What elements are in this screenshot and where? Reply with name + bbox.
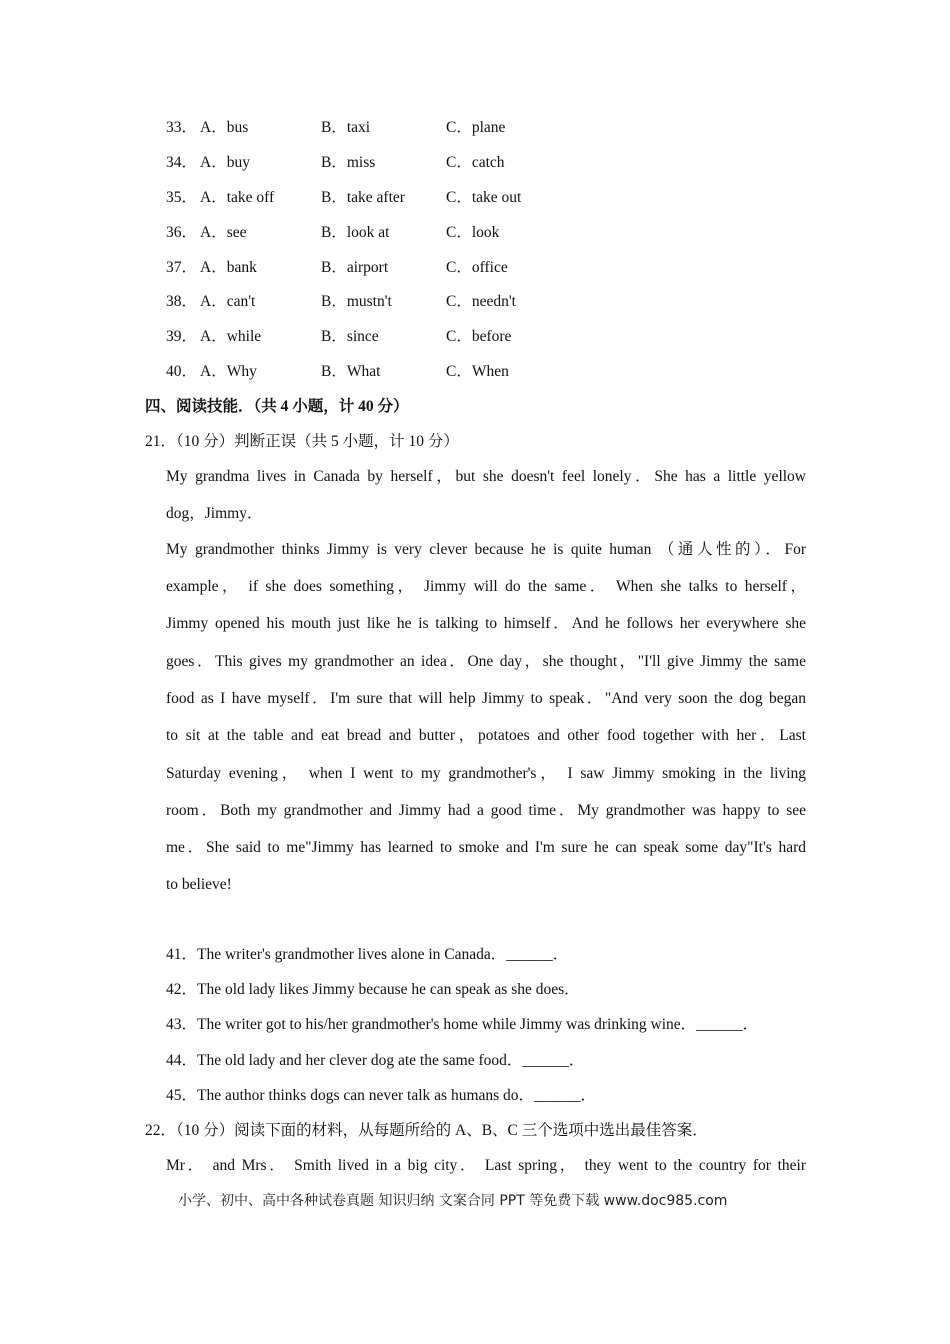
option-b: B．look at	[321, 224, 390, 241]
passage-line: Jimmy opened his mouth just like he is talking to himself．And he follows her everywhere she	[166, 615, 806, 632]
passage-line: Mr． and Mrs． Smith lived in a big city． Last spring， they went to the country for their	[166, 1157, 806, 1174]
section-title: 四、阅读技能．（共 4 小题，计 40 分）	[145, 398, 409, 415]
passage-line: My grandma lives in Canada by herself，but she doesn't feel lonely．She has a little yellow	[166, 468, 806, 485]
footer-watermark: 小学、初中、高中各种试卷真题 知识归纳 文案合同 PPT 等免费下载 www.doc985.com	[178, 1193, 728, 1209]
option-b: B．airport	[321, 259, 389, 276]
question-number: 38．	[166, 293, 198, 310]
option-a: A．can't	[200, 293, 256, 310]
option-b: B．since	[321, 328, 379, 345]
question-22-header: 22．（10 分）阅读下面的材料，从每题所给的 A、B、C 三个选项中选出最佳答案．	[145, 1122, 708, 1139]
question-item: 45．The author thinks dogs can never talk as humans do．______．	[166, 1087, 597, 1104]
passage-line: to sit at the table and eat bread and butter，potatoes and other food together with her．Last	[166, 727, 806, 744]
option-a: A．see	[200, 224, 247, 241]
option-c: C．office	[446, 259, 508, 276]
question-number: 39．	[166, 328, 198, 345]
option-c: C．When	[446, 363, 509, 380]
question-item: 41．The writer's grandmother lives alone in Canada．______．	[166, 946, 569, 963]
option-b: B．take after	[321, 189, 405, 206]
question-number: 35．	[166, 189, 198, 206]
option-c: C．look	[446, 224, 500, 241]
question-item: 43．The writer got to his/her grandmother's home while Jimmy was drinking wine．______．	[166, 1016, 759, 1033]
option-c: C．before	[446, 328, 512, 345]
option-a: A．Why	[200, 363, 257, 380]
option-a: A．bus	[200, 119, 249, 136]
option-b: B．mustn't	[321, 293, 392, 310]
option-a: A．take off	[200, 189, 275, 206]
question-item: 42．The old lady likes Jimmy because he can speak as she does．	[166, 981, 580, 998]
question-21-header: 21．（10 分）判断正误（共 5 小题，计 10 分）	[145, 433, 459, 450]
passage-line: Saturday evening， when I went to my grandmother's， I saw Jimmy smoking in the living	[166, 765, 806, 782]
question-number: 37．	[166, 259, 198, 276]
question-number: 36．	[166, 224, 198, 241]
option-a: A．buy	[200, 154, 250, 171]
question-number: 34．	[166, 154, 198, 171]
passage-line: food as I have myself．I'm sure that will help Jimmy to speak．"And very soon the dog began	[166, 690, 806, 707]
passage-line: me．She said to me"Jimmy has learned to smoke and I'm sure he can speak some day"It's hard	[166, 839, 806, 856]
option-b: B．miss	[321, 154, 376, 171]
question-number: 40．	[166, 363, 198, 380]
option-c: C．plane	[446, 119, 506, 136]
option-b: B．taxi	[321, 119, 371, 136]
question-item: 44．The old lady and her clever dog ate the same food．______．	[166, 1052, 585, 1069]
passage-line: to believe!	[166, 876, 232, 893]
option-a: A．bank	[200, 259, 257, 276]
passage-line: example， if she does something， Jimmy will do the same． When she talks to herself，	[166, 578, 806, 595]
passage-line: room．Both my grandmother and Jimmy had a good time．My grandmother was happy to see	[166, 802, 806, 819]
option-b: B．What	[321, 363, 381, 380]
passage-line: goes．This gives my grandmother an idea．One day，she thought，"I'll give Jimmy the same	[166, 653, 806, 670]
option-a: A．while	[200, 328, 262, 345]
passage-line: My grandmother thinks Jimmy is very clever because he is quite human （通人性的）．For	[166, 541, 806, 558]
option-c: C．catch	[446, 154, 505, 171]
question-number: 33．	[166, 119, 198, 136]
option-c: C．needn't	[446, 293, 516, 310]
passage-line: dog，Jimmy．	[166, 505, 263, 522]
option-c: C．take out	[446, 189, 522, 206]
